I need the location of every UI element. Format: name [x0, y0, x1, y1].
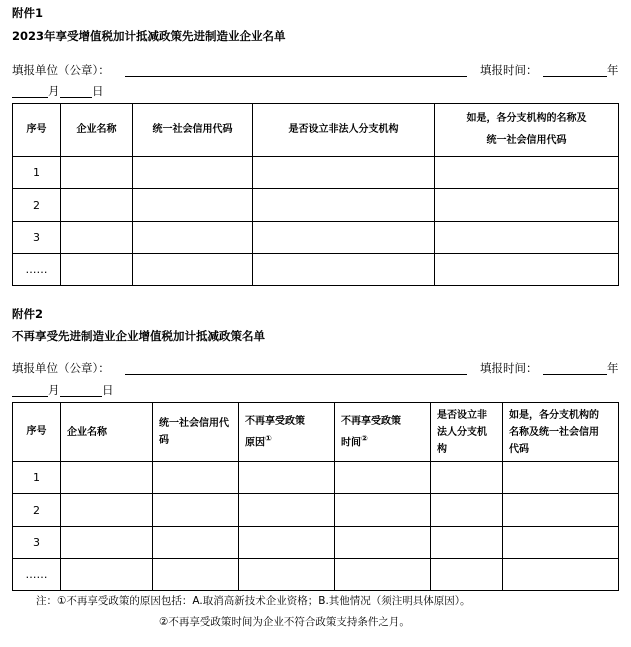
col-time-line2 — [341, 430, 430, 451]
annex2-month-label: 月 — [48, 383, 60, 397]
annex1-month-label: 月 — [48, 84, 60, 98]
table-row — [13, 222, 619, 254]
col-info-line1: 如是，各分支机构的 — [509, 409, 599, 421]
col-name: 企业名称 — [61, 104, 133, 157]
annex1-table — [12, 103, 619, 286]
cell-branch-info[interactable] — [435, 189, 619, 222]
footnote-mark-1: ① — [265, 433, 272, 443]
cell-branch-info[interactable] — [503, 494, 619, 527]
cell-branch-info[interactable] — [435, 254, 619, 286]
col-info-line2: 名称及统一社会信用 — [509, 426, 599, 438]
cell-time[interactable] — [335, 494, 431, 527]
cell-reason[interactable] — [239, 494, 335, 527]
annex1-day-blank[interactable] — [60, 97, 92, 98]
annex1-unit-blank[interactable] — [125, 76, 467, 77]
col-branch-info — [503, 403, 619, 462]
row-seq: 2 — [13, 189, 61, 222]
annex1-year-blank[interactable] — [543, 76, 607, 77]
annex2-day-label: 日 — [102, 383, 114, 397]
col-seq: 序号 — [13, 104, 61, 157]
table-row — [13, 494, 619, 527]
table-row — [13, 157, 619, 189]
cell-name[interactable] — [61, 157, 133, 189]
cell-branch[interactable] — [253, 157, 435, 189]
col-reason-line1: 不再享受政策 — [245, 415, 305, 427]
row-seq: 1 — [13, 462, 61, 494]
col-time-text: 时间 — [341, 437, 361, 449]
row-seq: 3 — [13, 527, 61, 559]
cell-name[interactable] — [61, 494, 153, 527]
annex1-unit-label: 填报单位（公章）： — [12, 63, 110, 77]
annex2-header-row — [13, 403, 619, 462]
annex1-title: 2023年享受增值税加计抵减政策先进制造业企业名单 — [12, 29, 286, 43]
cell-branch-info[interactable] — [435, 222, 619, 254]
cell-branch-info[interactable] — [503, 559, 619, 591]
col-branch-line3: 构 — [437, 443, 447, 455]
col-seq: 序号 — [13, 403, 61, 462]
annex2-unit-blank[interactable] — [125, 374, 467, 375]
cell-branch[interactable] — [253, 222, 435, 254]
cell-name[interactable] — [61, 254, 133, 286]
cell-branch[interactable] — [431, 494, 503, 527]
cell-name[interactable] — [61, 222, 133, 254]
cell-time[interactable] — [335, 462, 431, 494]
annex1-time-label: 填报时间： — [480, 63, 538, 77]
cell-code[interactable] — [133, 222, 253, 254]
col-branch-info — [435, 104, 619, 157]
annex2-title: 不再享受先进制造业企业增值税加计抵减政策名单 — [12, 329, 265, 343]
table-row — [13, 462, 619, 494]
col-branch: 是否设立非法人分支机构 — [253, 104, 435, 157]
annex2-year-blank[interactable] — [543, 374, 607, 375]
annex2-year-label: 年 — [607, 361, 619, 375]
cell-time[interactable] — [335, 527, 431, 559]
cell-name[interactable] — [61, 559, 153, 591]
col-time — [335, 403, 431, 462]
annex2-unit-label: 填报单位（公章）： — [12, 361, 110, 375]
annex1-month-blank[interactable] — [12, 97, 48, 98]
row-seq: …… — [13, 559, 61, 591]
col-info-line3: 代码 — [509, 443, 529, 455]
annex1-label: 附件1 — [12, 6, 44, 20]
col-branch-info-line2: 统一社会信用代码 — [486, 135, 567, 146]
col-branch-line1: 是否设立非 — [437, 409, 487, 421]
col-reason — [239, 403, 335, 462]
col-code — [153, 403, 239, 462]
note-1: 注：①不再享受政策的原因包括：A.取消高新技术企业资格；B.其他情况（须注明具体原因）。 — [36, 595, 471, 607]
col-reason-line2 — [245, 430, 334, 451]
col-reason-text: 原因 — [245, 437, 265, 449]
cell-branch-info[interactable] — [503, 462, 619, 494]
cell-branch-info[interactable] — [503, 527, 619, 559]
cell-code[interactable] — [133, 189, 253, 222]
annex1-day-label: 日 — [92, 84, 104, 98]
annex1-year-label: 年 — [607, 63, 619, 77]
col-code-line2: 码 — [159, 435, 169, 446]
footnote-mark-2: ② — [361, 433, 368, 443]
col-branch-info-line1: 如是，各分支机构的名称及 — [466, 113, 587, 124]
cell-name[interactable] — [61, 189, 133, 222]
cell-code[interactable] — [153, 462, 239, 494]
note-2: ②不再享受政策时间为企业不符合政策支持条件之月。 — [159, 616, 410, 628]
col-code-line1: 统一社会信用代 — [159, 418, 229, 429]
cell-code[interactable] — [133, 157, 253, 189]
cell-name[interactable] — [61, 462, 153, 494]
row-seq: 3 — [13, 222, 61, 254]
cell-reason[interactable] — [239, 559, 335, 591]
cell-time[interactable] — [335, 559, 431, 591]
cell-branch[interactable] — [431, 559, 503, 591]
annex2-label: 附件2 — [12, 307, 44, 321]
cell-code[interactable] — [133, 254, 253, 286]
cell-code[interactable] — [153, 559, 239, 591]
annex2-time-label: 填报时间： — [480, 361, 538, 375]
row-seq: …… — [13, 254, 61, 286]
col-code: 统一社会信用代码 — [133, 104, 253, 157]
cell-reason[interactable] — [239, 462, 335, 494]
table-row — [13, 189, 619, 222]
row-seq: 2 — [13, 494, 61, 527]
cell-branch[interactable] — [431, 527, 503, 559]
cell-branch[interactable] — [253, 254, 435, 286]
table-row — [13, 527, 619, 559]
annex1-header-row — [13, 104, 619, 157]
annex2-day-blank[interactable] — [60, 396, 102, 397]
col-time-line1: 不再享受政策 — [341, 415, 401, 427]
col-branch — [431, 403, 503, 462]
col-name: 企业名称 — [61, 403, 153, 462]
annex2-month-blank[interactable] — [12, 396, 48, 397]
cell-name[interactable] — [61, 527, 153, 559]
table-row — [13, 559, 619, 591]
cell-code[interactable] — [153, 494, 239, 527]
cell-branch[interactable] — [253, 189, 435, 222]
table-row — [13, 254, 619, 286]
cell-branch-info[interactable] — [435, 157, 619, 189]
row-seq: 1 — [13, 157, 61, 189]
col-branch-line2: 法人分支机 — [437, 426, 487, 438]
annex2-table — [12, 402, 619, 591]
cell-reason[interactable] — [239, 527, 335, 559]
cell-code[interactable] — [153, 527, 239, 559]
cell-branch[interactable] — [431, 462, 503, 494]
